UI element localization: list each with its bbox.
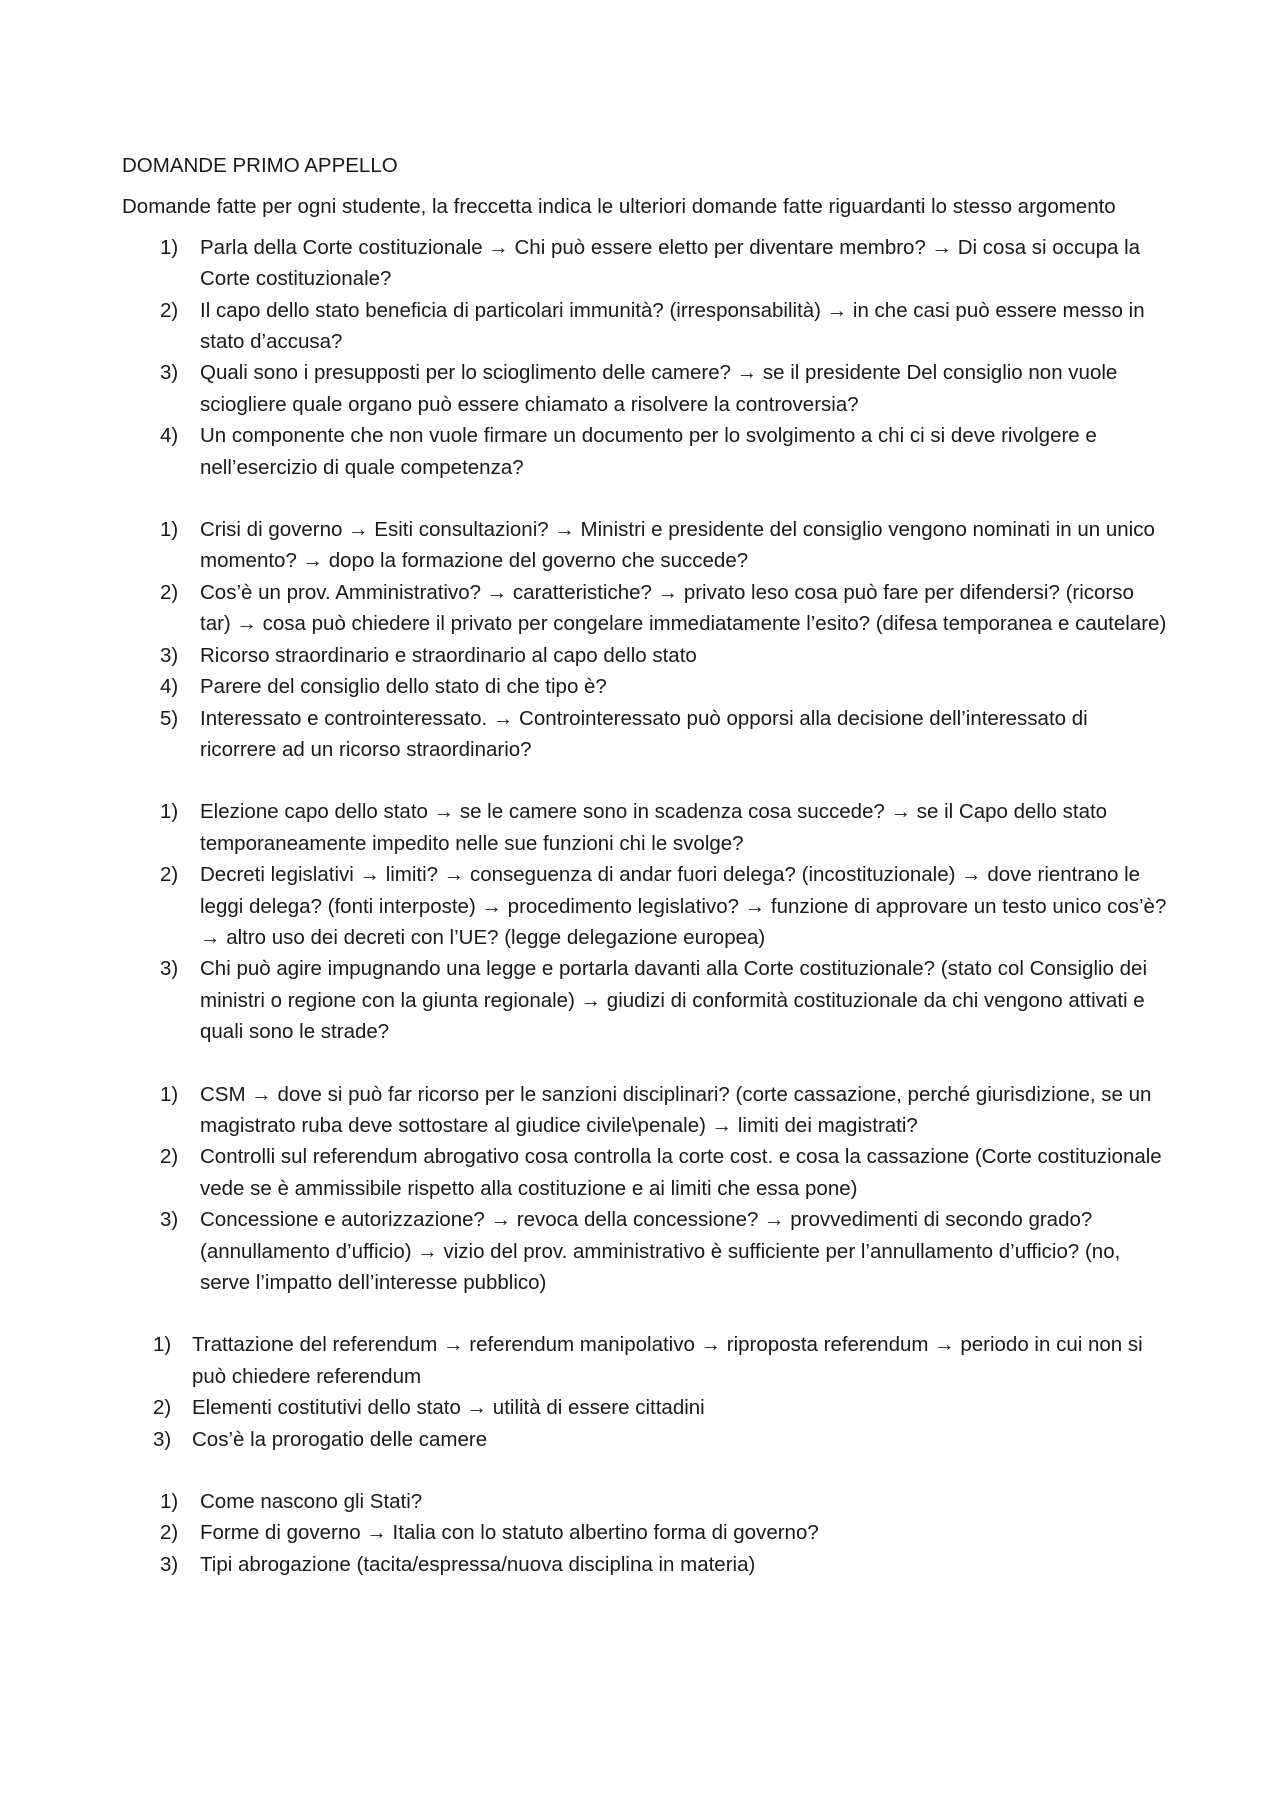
list-item xyxy=(122,640,1167,671)
list-item xyxy=(122,1329,1167,1392)
item-text: Decreti legislativi → limiti? → conseguenza di andar fuori delega? (incostituzionale) → dove rientrano le leggi delega? (fonti interposte) → procedimento legislativo? → funzione di approvare un testo unico cos’è? → altro uso dei decreti con l’UE? (legge delegazione europea) xyxy=(200,863,1167,949)
item-number: 3) xyxy=(153,1427,172,1451)
document-title: DOMANDE PRIMO APPELLO xyxy=(122,154,398,177)
question-group-6 xyxy=(122,1486,1167,1580)
list-item xyxy=(122,1486,1167,1517)
list-item xyxy=(122,796,1167,859)
item-text: Trattazione del referendum → referendum manipolativo → riproposta referendum → periodo in cui non si può chiedere referendum xyxy=(192,1333,1143,1388)
item-text: Crisi di governo → Esiti consultazioni? → Ministri e presidente del consiglio vengono nominati in un unico momento? → dopo la formazione del governo che succede? xyxy=(200,518,1155,573)
list-item xyxy=(122,577,1167,640)
item-number: 1) xyxy=(153,1333,172,1357)
item-number: 3) xyxy=(160,1208,179,1232)
item-text: Un componente che non vuole firmare un documento per lo svolgimento a chi ci si deve rivolgere e nell’esercizio di quale competenza? xyxy=(200,424,1097,479)
item-number: 3) xyxy=(160,957,179,981)
item-number: 5) xyxy=(160,706,179,730)
item-text: Forme di governo → Italia con lo statuto albertino forma di governo? xyxy=(200,1521,819,1545)
item-text: Tipi abrogazione (tacita/espressa/nuova disciplina in materia) xyxy=(200,1552,756,1576)
item-number: 4) xyxy=(160,675,179,699)
item-text: Cos’è la prorogatio delle camere xyxy=(192,1427,488,1451)
list-item xyxy=(122,1204,1167,1298)
list-item xyxy=(122,357,1167,420)
list-item xyxy=(122,671,1167,702)
item-number: 3) xyxy=(160,361,179,385)
item-number: 1) xyxy=(160,1082,179,1106)
item-number: 2) xyxy=(160,863,179,887)
item-text: Il capo dello stato beneficia di particolari immunità? (irresponsabilità) → in che casi può essere messo in stato d’accusa? xyxy=(200,298,1145,354)
question-group-3 xyxy=(122,796,1167,1047)
item-number: 2) xyxy=(160,1145,179,1169)
item-text: Parla della Corte costituzionale → Chi può essere eletto per diventare membro? → Di cosa si occupa la Corte costituzionale? xyxy=(200,235,1141,291)
item-number: 1) xyxy=(160,1490,179,1514)
item-text: Chi può agire impugnando una legge e portarla davanti alla Corte costituzionale? (stato col Consiglio dei ministri o regione con la giunta regionale) → giudizi di conformità costituzionale da chi vengono attivati e quali sono le strade? xyxy=(200,957,1148,1044)
list-item xyxy=(122,953,1167,1047)
list-item xyxy=(122,514,1167,577)
list-item xyxy=(122,420,1167,483)
item-text: Elementi costitutivi dello stato → utilità di essere cittadini xyxy=(192,1396,705,1420)
list-item xyxy=(122,703,1167,766)
item-number: 2) xyxy=(160,1521,179,1545)
question-group-4 xyxy=(122,1079,1167,1299)
list-item xyxy=(122,1549,1167,1580)
list-item xyxy=(122,295,1167,358)
question-group-2 xyxy=(122,514,1167,765)
item-text: Elezione capo dello stato → se le camere sono in scadenza cosa succede? → se il Capo dello stato temporaneamente impedito nelle sue funzioni chi le svolge? xyxy=(200,800,1108,855)
item-number: 2) xyxy=(160,298,179,322)
item-number: 4) xyxy=(160,424,179,448)
list-item xyxy=(122,1424,1167,1455)
item-text: Cos’è un prov. Amministrativo? → caratteristiche? → privato leso cosa può fare per difendersi? (ricorso tar) → cosa può chiedere il privato per congelare immediatamente l’esito? (difesa temporanea e cautelare) xyxy=(200,580,1167,636)
question-group-5 xyxy=(122,1329,1167,1455)
item-number: 2) xyxy=(160,580,179,604)
item-text: Concessione e autorizzazione? → revoca della concessione? → provvedimenti di secondo grado? (annullamento d’ufficio) → vizio del prov. amministrativo è sufficiente per l’annullamento d’ufficio? (no, serve l’impatto dell’interesse pubblico) xyxy=(200,1208,1121,1294)
item-number: 1) xyxy=(160,800,179,824)
intro-paragraph: Domande fatte per ogni studente, la freccetta indica le ulteriori domande fatte riguardanti lo stesso argomento xyxy=(122,195,1116,219)
list-item xyxy=(122,1392,1167,1423)
list-item xyxy=(122,1517,1167,1548)
item-number: 1) xyxy=(160,518,179,542)
item-text: Come nascono gli Stati? xyxy=(200,1490,423,1514)
item-text: Parere del consiglio dello stato di che tipo è? xyxy=(200,675,607,699)
document-body xyxy=(122,150,1167,1580)
list-item xyxy=(122,1079,1167,1142)
list-item xyxy=(122,232,1167,295)
list-item xyxy=(122,859,1167,953)
item-number: 3) xyxy=(160,1552,179,1576)
item-text: Ricorso straordinario e straordinario al capo dello stato xyxy=(200,643,697,667)
item-text: Interessato e controinteressato. → Controinteressato può opporsi alla decisione dell’interessato di ricorrere ad un ricorso straordinario? xyxy=(200,706,1088,761)
item-number: 3) xyxy=(160,643,179,667)
list-item xyxy=(122,1141,1167,1204)
item-text: CSM → dove si può far ricorso per le sanzioni disciplinari? (corte cassazione, perché giurisdizione, se un magistrato ruba deve sottostare al giudice civile\penale) → limiti dei magistrati? xyxy=(200,1082,1152,1137)
item-number: 1) xyxy=(160,235,179,259)
item-number: 2) xyxy=(153,1396,172,1420)
question-group-1 xyxy=(122,232,1167,483)
item-text: Controlli sul referendum abrogativo cosa controlla la corte cost. e cosa la cassazione (Corte costituzionale vede se è ammissibile rispetto alla costituzione e ai limiti che essa pone) xyxy=(200,1145,1162,1200)
item-text: Quali sono i presupposti per lo scioglimento delle camere? → se il presidente Del consiglio non vuole sciogliere quale organo può essere chiamato a risolvere la controversia? xyxy=(200,361,1118,416)
